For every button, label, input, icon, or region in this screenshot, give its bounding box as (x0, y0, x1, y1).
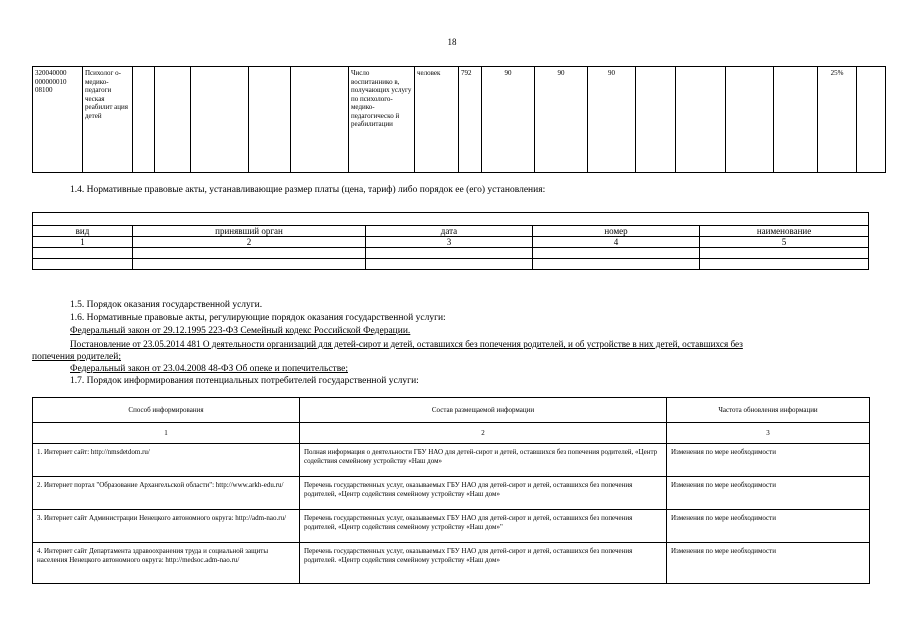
registry-code: 320040000 000000010 08100 (33, 67, 83, 173)
law-reference: Федеральный закон от 23.04.2008 48-ФЗ Об опеке и попечительстве; (70, 364, 348, 374)
table-row (33, 248, 869, 259)
info-content: Перечень государственных услуг, оказываемых ГБУ НАО для детей-сирот и детей, оставшихся без попечения родителей. «Центр содействия семейному устройству «Наш дом» (300, 543, 667, 584)
info-method: 4. Интернет сайт Департамента здравоохранения труда и социальной защиты населения Ненецкого автономного округа: http://medsoc.adm-nao.ru/ (33, 543, 300, 584)
col-number: 2 (300, 423, 667, 444)
col-header: дата (366, 226, 533, 237)
col-header: наименование (700, 226, 869, 237)
col-number: 1 (33, 237, 133, 248)
acts-table (32, 212, 869, 270)
value-year-1: 90 (482, 67, 535, 173)
table-row (33, 477, 870, 510)
section-1-6-heading: 1.6. Нормативные правовые акты, регулирующие порядок оказания государственной услуги: (70, 313, 446, 323)
page-number: 18 (447, 37, 457, 47)
info-content: Полная информация о деятельности ГБУ НАО для детей-сирот и детей, оставшихся без попечения родителей, «Центр содействия семейному устройству «Наш дом» (300, 444, 667, 477)
section-1-7-heading: 1.7. Порядок информирования потенциальных потребителей государственной услуги: (70, 376, 419, 386)
table-row (33, 67, 886, 173)
col-header: принявший орган (133, 226, 366, 237)
table-number-row (33, 237, 869, 248)
law-reference-continued: попечения родителей; (32, 352, 121, 362)
indicator-name: Число воспитаннико в, получающих услугу по психолого- медико- педагогическо й реабилитации (349, 67, 415, 173)
table-row (33, 259, 869, 270)
table-row (33, 510, 870, 543)
service-indicator-table (32, 66, 886, 173)
information-methods-table (32, 397, 870, 584)
value-year-2: 90 (535, 67, 588, 173)
section-1-4-heading: 1.4. Нормативные правовые акты, устанавливающие размер платы (цена, тариф) либо порядок ее (его) установления: (70, 185, 546, 195)
col-number: 1 (33, 423, 300, 444)
law-reference: Постановление от 23.05.2014 481 О деятельности организаций для детей-сирот и детей, оставшихся без попечения родителей, и об устройстве в них детей, оставшихся без (70, 339, 743, 349)
table-row (33, 444, 870, 477)
table-title-row (33, 213, 869, 226)
section-1-5-heading: 1.5. Порядок оказания государственной услуги. (70, 300, 263, 310)
info-method: 1. Интернет сайт: http://nmsdetdom.ru/ (33, 444, 300, 477)
col-header: Способ информирования (33, 398, 300, 423)
table-number-row (33, 423, 870, 444)
unit-name: человек (415, 67, 459, 173)
info-content: Перечень государственных услуг, оказываемых ГБУ НАО для детей-сирот и детей, оставшихся без попечения родителей, «Центр содействия семейному устройству «Наш дом» (300, 477, 667, 510)
table-header-row (33, 398, 870, 423)
info-frequency: Изменения по мере необходимости (667, 444, 870, 477)
col-header: Состав размещаемой информации (300, 398, 667, 423)
col-number: 2 (133, 237, 366, 248)
info-content: Перечень государственных услуг, оказываемых ГБУ НАО для детей-сирот и детей, оставшихся без попечения родителей, «Центр содействия семейному устройству «Наш дом»" (300, 510, 667, 543)
info-frequency: Изменения по мере необходимости (667, 510, 870, 543)
col-number: 4 (533, 237, 700, 248)
col-header: вид (33, 226, 133, 237)
col-number: 5 (700, 237, 869, 248)
table-row (33, 543, 870, 584)
table-header-row (33, 226, 869, 237)
info-method: 3. Интернет сайт Администрации Ненецкого автономного округа: http://adm-nao.ru/ (33, 510, 300, 543)
info-frequency: Изменения по мере необходимости (667, 477, 870, 510)
col-number: 3 (366, 237, 533, 248)
deviation-percent: 25% (818, 67, 857, 173)
col-header: Частота обновления информации (667, 398, 870, 423)
info-method: 2. Интернет портал "Образование Архангельской области": http://www.arkh-edu.ru/ (33, 477, 300, 510)
col-header: номер (533, 226, 700, 237)
col-number: 3 (667, 423, 870, 444)
unit-code: 792 (459, 67, 482, 173)
info-frequency: Изменения по мере необходимости (667, 543, 870, 584)
law-reference: Федеральный закон от 29.12.1995 223-ФЗ Семейный кодекс Российской Федерации. (70, 326, 411, 336)
service-name: Психолог о- медико- педагоги ческая реабилит ация детей (83, 67, 133, 173)
value-year-3: 90 (588, 67, 636, 173)
